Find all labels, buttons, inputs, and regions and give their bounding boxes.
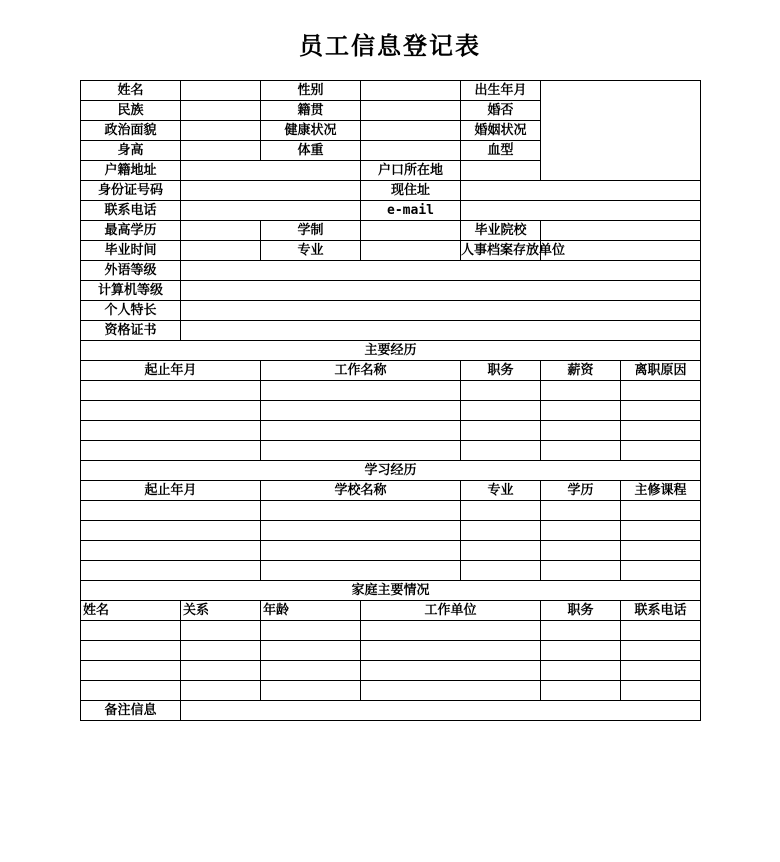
study-col-period: 起止年月 — [81, 481, 261, 501]
label-foreign-lang: 外语等级 — [81, 261, 181, 281]
work-cell[interactable] — [541, 441, 621, 461]
work-row — [81, 401, 701, 421]
family-col-age: 年龄 — [261, 601, 361, 621]
label-certificates: 资格证书 — [81, 321, 181, 341]
family-cell[interactable] — [181, 621, 261, 641]
family-cell[interactable] — [621, 661, 701, 681]
input-notes[interactable] — [181, 701, 701, 721]
input-political[interactable] — [181, 121, 261, 141]
study-cell[interactable] — [541, 541, 621, 561]
input-phone[interactable] — [181, 201, 361, 221]
label-political: 政治面貌 — [81, 121, 181, 141]
family-cell[interactable] — [81, 621, 181, 641]
family-cell[interactable] — [361, 641, 541, 661]
input-hukou-location[interactable] — [461, 161, 541, 181]
family-row — [81, 621, 701, 641]
input-graduated-from[interactable] — [541, 221, 701, 241]
work-col-period: 起止年月 — [81, 361, 261, 381]
work-col-position: 职务 — [461, 361, 541, 381]
label-graduated-from: 毕业院校 — [461, 221, 541, 241]
work-row — [81, 381, 701, 401]
work-cell[interactable] — [621, 421, 701, 441]
family-col-name: 姓名 — [81, 601, 181, 621]
input-weight[interactable] — [361, 141, 461, 161]
family-cell[interactable] — [541, 641, 621, 661]
study-cell[interactable] — [621, 561, 701, 581]
work-row — [81, 421, 701, 441]
study-col-major: 专业 — [461, 481, 541, 501]
label-height: 身高 — [81, 141, 181, 161]
label-major: 专业 — [261, 241, 361, 261]
study-cell[interactable] — [461, 561, 541, 581]
family-cell[interactable] — [181, 681, 261, 701]
work-cell[interactable] — [461, 421, 541, 441]
family-cell[interactable] — [81, 681, 181, 701]
family-row — [81, 661, 701, 681]
label-weight: 体重 — [261, 141, 361, 161]
family-cell[interactable] — [621, 641, 701, 661]
family-cell[interactable] — [261, 661, 361, 681]
study-cell[interactable] — [621, 521, 701, 541]
study-cell[interactable] — [81, 521, 261, 541]
input-current-addr[interactable] — [461, 181, 701, 201]
work-cell[interactable] — [541, 401, 621, 421]
work-cell[interactable] — [261, 421, 461, 441]
label-blood-type: 血型 — [461, 141, 541, 161]
work-cell[interactable] — [81, 441, 261, 461]
study-cell[interactable] — [541, 561, 621, 581]
family-cell[interactable] — [361, 681, 541, 701]
study-row — [81, 561, 701, 581]
family-cell[interactable] — [361, 621, 541, 641]
label-archive-unit: 人事档案存放单位 — [461, 241, 541, 261]
family-col-relation: 关系 — [181, 601, 261, 621]
work-cell[interactable] — [461, 401, 541, 421]
study-cell[interactable] — [261, 501, 461, 521]
input-specialty[interactable] — [181, 301, 701, 321]
study-cell[interactable] — [81, 561, 261, 581]
form-title: 员工信息登记表 — [299, 31, 481, 60]
study-cell[interactable] — [461, 521, 541, 541]
work-cell[interactable] — [261, 381, 461, 401]
work-cell[interactable] — [81, 421, 261, 441]
work-col-job: 工作名称 — [261, 361, 461, 381]
study-col-degree: 学历 — [541, 481, 621, 501]
label-phone: 联系电话 — [81, 201, 181, 221]
input-computer-level[interactable] — [181, 281, 701, 301]
work-cell[interactable] — [541, 381, 621, 401]
label-marital: 婚否 — [461, 101, 541, 121]
work-cell[interactable] — [261, 401, 461, 421]
study-cell[interactable] — [621, 541, 701, 561]
work-cell[interactable] — [621, 441, 701, 461]
family-col-workplace: 工作单位 — [361, 601, 541, 621]
study-cell[interactable] — [461, 541, 541, 561]
input-major[interactable] — [361, 241, 461, 261]
study-cell[interactable] — [621, 501, 701, 521]
study-row — [81, 521, 701, 541]
study-col-courses: 主修课程 — [621, 481, 701, 501]
study-row — [81, 501, 701, 521]
section-heading-family: 家庭主要情况 — [81, 581, 701, 601]
input-ethnicity[interactable] — [181, 101, 261, 121]
label-specialty: 个人特长 — [81, 301, 181, 321]
input-email[interactable] — [461, 201, 701, 221]
study-cell[interactable] — [261, 521, 461, 541]
family-row — [81, 641, 701, 661]
label-email: e-mail — [361, 201, 461, 221]
label-school-system: 学制 — [261, 221, 361, 241]
work-cell[interactable] — [621, 381, 701, 401]
work-row — [81, 441, 701, 461]
label-id-number: 身份证号码 — [81, 181, 181, 201]
label-household-addr: 户籍地址 — [81, 161, 181, 181]
family-cell[interactable] — [541, 681, 621, 701]
input-name[interactable] — [181, 81, 261, 101]
label-birth: 出生年月 — [461, 81, 541, 101]
label-education: 最高学历 — [81, 221, 181, 241]
label-marital-status: 婚姻状况 — [461, 121, 541, 141]
label-gender: 性别 — [261, 81, 361, 101]
family-cell[interactable] — [261, 681, 361, 701]
study-cell[interactable] — [261, 561, 461, 581]
photo-area[interactable] — [541, 81, 701, 181]
work-cell[interactable] — [461, 441, 541, 461]
family-cell[interactable] — [181, 641, 261, 661]
study-cell[interactable] — [541, 521, 621, 541]
section-heading-study: 学习经历 — [81, 461, 701, 481]
input-id-number[interactable] — [181, 181, 361, 201]
label-health: 健康状况 — [261, 121, 361, 141]
label-grad-time: 毕业时间 — [81, 241, 181, 261]
family-cell[interactable] — [181, 661, 261, 681]
input-native-place[interactable] — [361, 101, 461, 121]
label-native-place: 籍贯 — [261, 101, 361, 121]
work-cell[interactable] — [461, 381, 541, 401]
registration-form — [80, 80, 701, 721]
family-cell[interactable] — [361, 661, 541, 681]
work-col-reason: 离职原因 — [621, 361, 701, 381]
work-cell[interactable] — [621, 401, 701, 421]
study-cell[interactable] — [81, 541, 261, 561]
family-cell[interactable] — [621, 621, 701, 641]
label-current-addr: 现住址 — [361, 181, 461, 201]
label-notes: 备注信息 — [81, 701, 181, 721]
section-heading-work: 主要经历 — [81, 341, 701, 361]
work-cell[interactable] — [261, 441, 461, 461]
label-hukou-location: 户口所在地 — [361, 161, 461, 181]
work-cell[interactable] — [541, 421, 621, 441]
study-cell[interactable] — [541, 501, 621, 521]
family-cell[interactable] — [261, 621, 361, 641]
input-grad-time[interactable] — [181, 241, 261, 261]
study-cell[interactable] — [461, 501, 541, 521]
label-name: 姓名 — [81, 81, 181, 101]
input-foreign-lang[interactable] — [181, 261, 701, 281]
family-cell[interactable] — [541, 621, 621, 641]
input-height[interactable] — [181, 141, 261, 161]
study-col-school: 学校名称 — [261, 481, 461, 501]
family-col-phone: 联系电话 — [621, 601, 701, 621]
study-row — [81, 541, 701, 561]
input-health[interactable] — [361, 121, 461, 141]
work-cell[interactable] — [81, 401, 261, 421]
family-cell[interactable] — [81, 641, 181, 661]
study-cell[interactable] — [261, 541, 461, 561]
input-school-system[interactable] — [361, 221, 461, 241]
family-row — [81, 681, 701, 701]
work-col-salary: 薪资 — [541, 361, 621, 381]
family-cell[interactable] — [261, 641, 361, 661]
input-certificates[interactable] — [181, 321, 701, 341]
work-cell[interactable] — [81, 381, 261, 401]
label-computer-level: 计算机等级 — [81, 281, 181, 301]
study-cell[interactable] — [81, 501, 261, 521]
input-household-addr[interactable] — [181, 161, 361, 181]
family-cell[interactable] — [541, 661, 621, 681]
label-ethnicity: 民族 — [81, 101, 181, 121]
input-gender[interactable] — [361, 81, 461, 101]
family-cell[interactable] — [81, 661, 181, 681]
input-education[interactable] — [181, 221, 261, 241]
family-cell[interactable] — [621, 681, 701, 701]
family-col-position: 职务 — [541, 601, 621, 621]
